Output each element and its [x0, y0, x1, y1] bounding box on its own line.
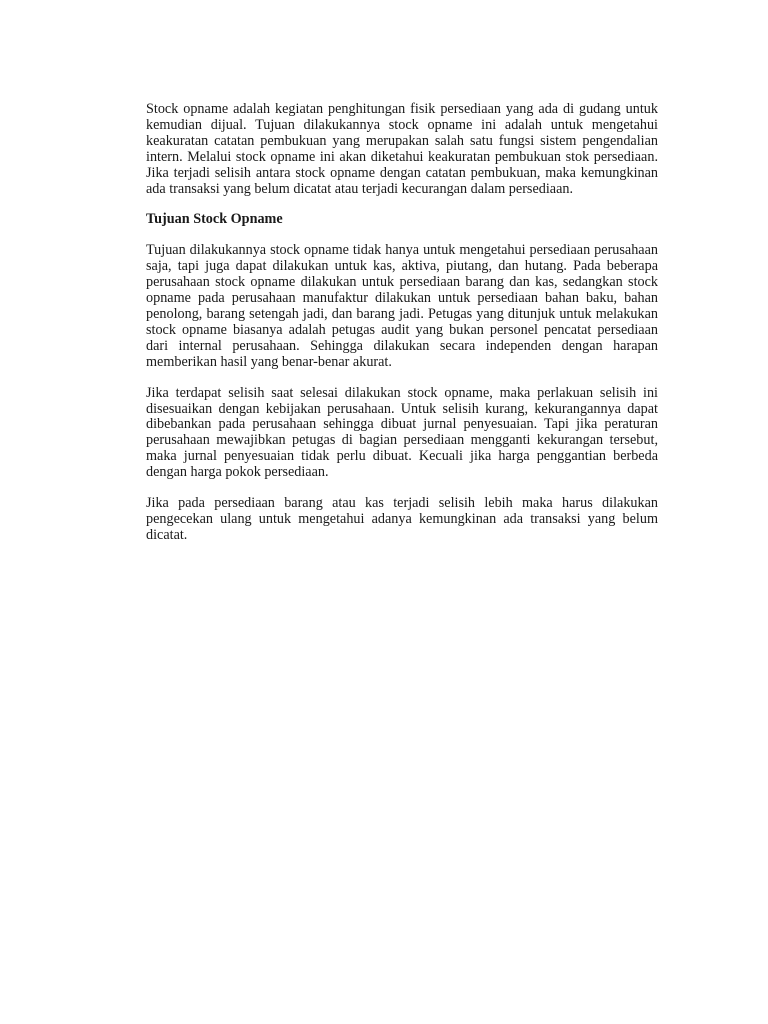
- purpose-paragraph: Tujuan dilakukannya stock opname tidak hanya untuk mengetahui persediaan perusahaan saja, tapi juga dapat dilakukan untuk kas, aktiva, piutang, dan hutang. Pada beberapa perusahaan stock opname dilakukan untuk persediaan barang dan kas, sedangkan stock opname pada perusahaan manufaktur dilakukan untuk persediaan bahan baku, bahan penolong, barang setengah jadi, dan barang jadi. Petugas yang ditunjuk untuk melakukan stock opname biasanya adalah petugas audit yang bukan personel pencatat persediaan dari internal perusahaan. Sehingga dilakukan secara independen dengan harapan memberikan hasil yang benar-benar akurat.: [146, 242, 658, 370]
- difference-surplus-paragraph: Jika pada persediaan barang atau kas terjadi selisih lebih maka harus dilakukan pengecekan ulang untuk mengetahui adanya kemungkinan ada transaksi yang belum dicatat.: [146, 495, 658, 543]
- intro-paragraph: Stock opname adalah kegiatan penghitungan fisik persediaan yang ada di gudang untuk kemudian dijual. Tujuan dilakukannya stock opname ini adalah untuk mengetahui keakuratan catatan pembukuan yang merupakan salah satu fungsi sistem pengendalian intern. Melalui stock opname ini akan diketahui keakuratan pembukuan stok persediaan. Jika terjadi selisih antara stock opname dengan catatan pembukuan, maka kemungkinan ada transaksi yang belum dicatat atau terjadi kecurangan dalam persediaan.: [146, 101, 658, 197]
- document-page: [146, 102, 658, 544]
- difference-shortage-paragraph: Jika terdapat selisih saat selesai dilakukan stock opname, maka perlakuan selisih ini disesuaikan dengan kebijakan perusahaan. Untuk selisih kurang, kekurangannya dapat dibebankan pada perusahaan sehingga dibuat jurnal penyesuaian. Tapi jika peraturan perusahaan mewajibkan petugas di bagian persediaan mengganti kekurangan tersebut, maka jurnal penyesuaian tidak perlu dibuat. Kecuali jika harga penggantian berbeda dengan harga pokok persediaan.: [146, 384, 658, 481]
- section-heading: Tujuan Stock Opname: [146, 211, 283, 228]
